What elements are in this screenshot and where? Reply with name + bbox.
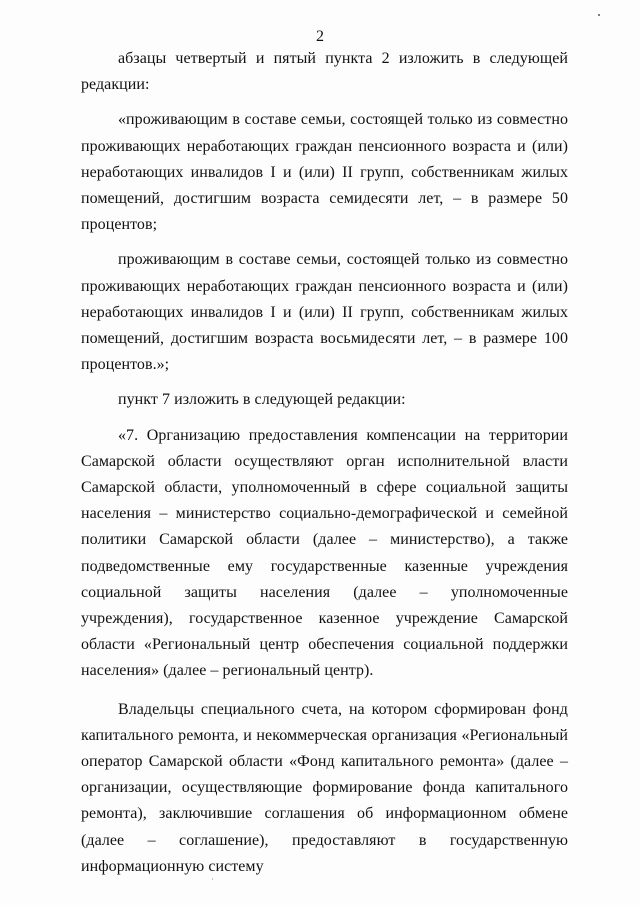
paragraph-eighty-years: проживающим в составе семьи, состоящей только из совместно проживающих неработающих граждан пенсионного возраста и (или) неработающих инвалидов I и (или) II групп, собственникам жилых помещений, достигшим возраста восьмидесяти лет, – в размере 100 процентов.»; (81, 251, 568, 374)
paragraph-seventy-years: «проживающим в составе семьи, состоящей только из совместно проживающих неработающих граждан пенсионного возраста и (или) неработающих инвалидов I и (или) II групп, собственникам жилых помещений, достигшим возраста семидесяти лет, – в размере 50 процентов; (81, 111, 568, 234)
paragraph-amendment-intro: абзацы четвертый и пятый пункта 2 изложить в следующей редакции: (81, 50, 568, 94)
scan-speck (212, 878, 213, 880)
page-number: 2 (316, 28, 324, 45)
paragraph-point-7-intro: пункт 7 изложить в следующей редакции: (118, 391, 406, 409)
scan-speck (598, 14, 600, 16)
paragraph-point-7-text: «7. Организацию предоставления компенсации на территории Самарской области осуществляют орган исполнительной власти Самарской области, уполномоченный в сфере социальной защиты населения – министерство социально-демографической и семейной политики Самарской области (далее – министерство), а также подведомственные ему государственные казенные учреждения социальной защиты населения (далее – уполномоченные учреждения), государственное казенное учреждение Самарской области «Региональный центр обеспечения социальной поддержки населения» (далее – региональный центр). (81, 426, 568, 680)
paragraph-account-owners: Владельцы специального счета, на котором сформирован фонд капитального ремонта, и некоммерческая организация «Региональный оператор Самарской области «Фонд капитального ремонта» (далее – организации, осуществляющие формирование фонда капитального ремонта), заключившие соглашения об информационном обмене (далее – соглашение), предоставляют в государственную информационную систему (81, 700, 568, 875)
document-body (81, 46, 568, 880)
